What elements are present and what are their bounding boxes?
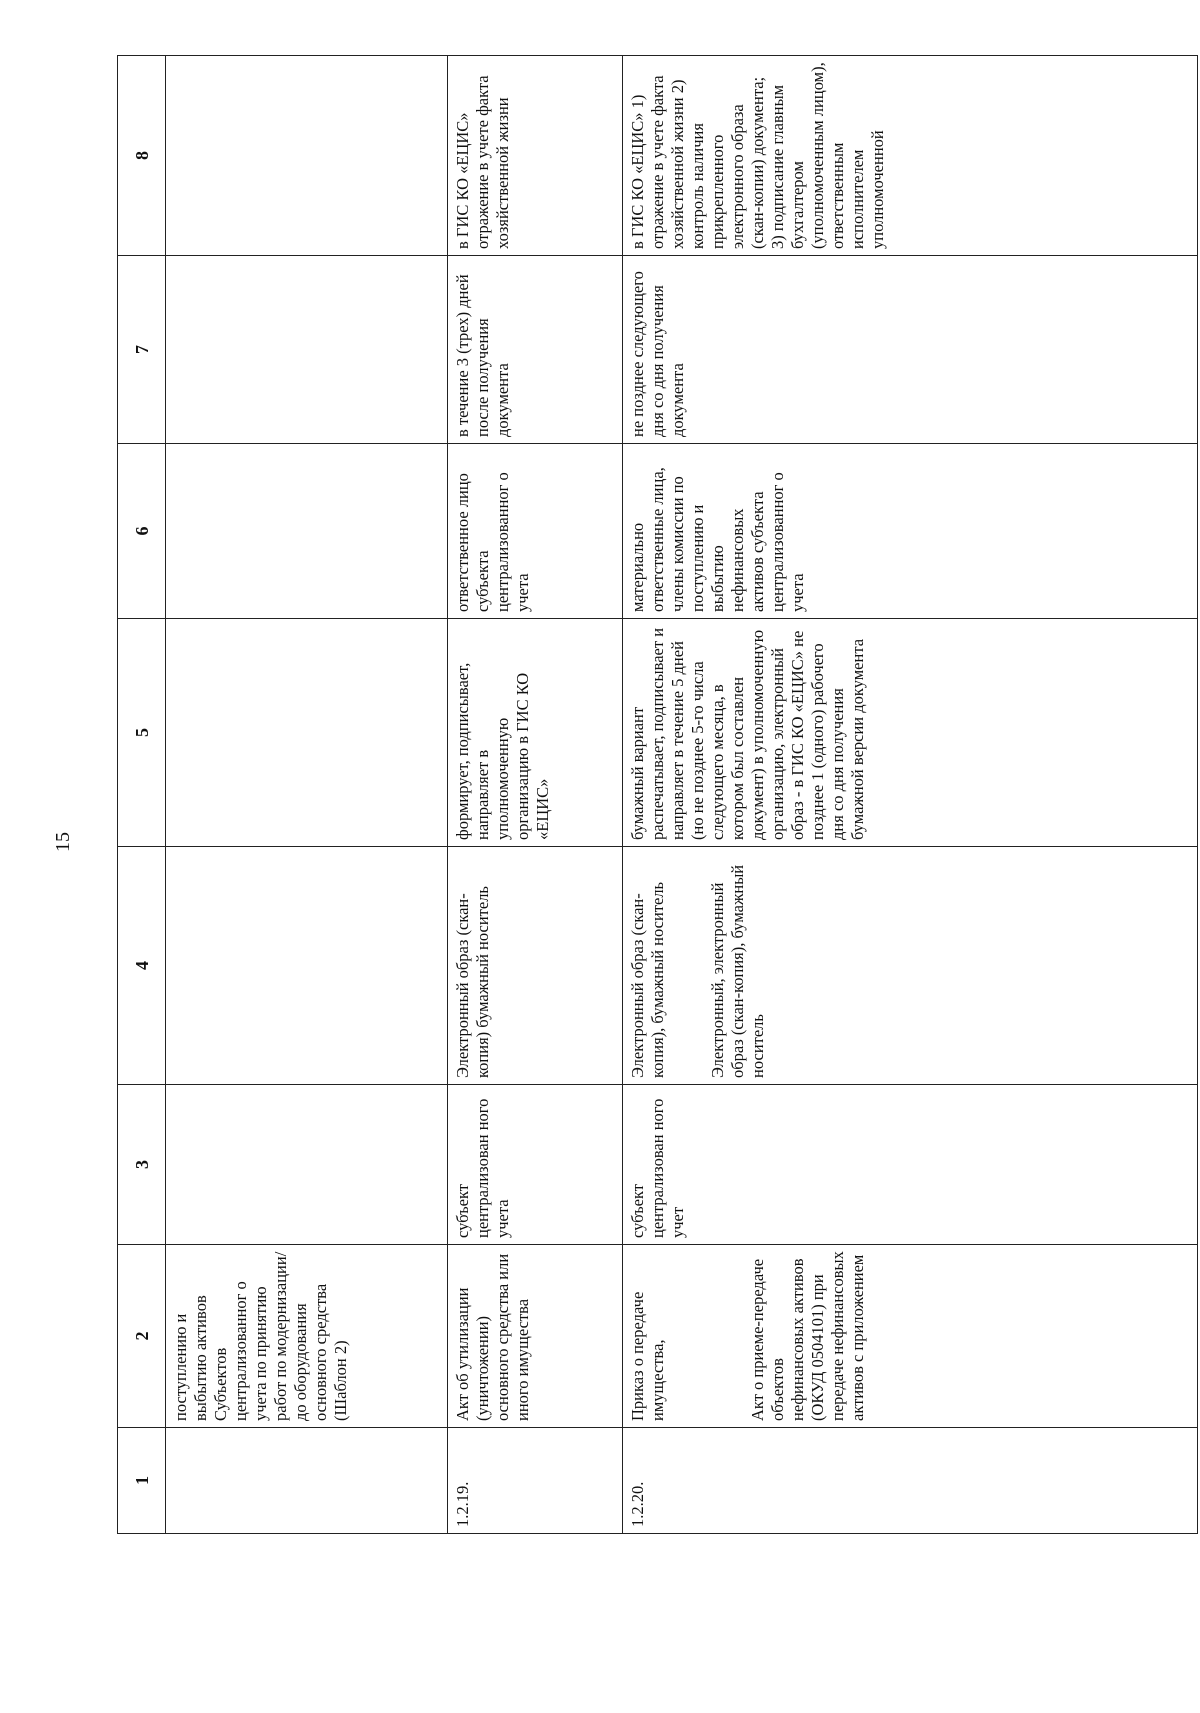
document-table [117, 55, 1198, 1534]
column-header: 2 [118, 1245, 166, 1428]
document-name-text: Акт о приеме-передаче объектов нефинансовых активов (ОКУД 0504101) при передаче нефинансовых активов с приложением [748, 1251, 867, 1421]
column-header: 1 [118, 1428, 166, 1534]
format-text: Электронный, электронный образ (скан-копия), бумажный носитель [708, 864, 767, 1078]
document-name-text: поступлению и выбытию активов Субъектов централизованног о учета по принятию работ по модернизации/до оборудования основного средства (Шаблон 2) [171, 1251, 350, 1421]
page-number: 15 [52, 832, 74, 852]
note-cell: в ГИС КО «ЕЦИС» отражение в учете факта хозяйственной жизни [448, 56, 623, 256]
column-header: 6 [118, 444, 166, 619]
note-cell: в ГИС КО «ЕЦИС» 1) отражение в учете факта хозяйственной жизни 2) контроль наличия прикрепленного электронного образа (скан-копии) документа; 3) подписание главным бухгалтером (уполномоченным лицом), ответственным исполнителем уполномоченной [623, 56, 1198, 256]
table-row [166, 56, 448, 1534]
column-header: 3 [118, 1085, 166, 1245]
column-header: 4 [118, 847, 166, 1085]
column-header: 8 [118, 56, 166, 256]
format-cell [448, 847, 623, 1085]
rotated-table-wrapper [117, 56, 1197, 1534]
document-name [623, 1245, 1198, 1428]
document-name [166, 1245, 448, 1428]
column-header: 7 [118, 256, 166, 444]
subject-cell [166, 1085, 448, 1245]
subject-cell: субъект централизован ного учета [448, 1085, 623, 1245]
term-cell: в течение 3 (трех) дней после получения документа [448, 256, 623, 444]
action-cell: формирует, подписывает, направляет в уполномоченную организацию в ГИС КО «ЕЦИС» [448, 619, 623, 847]
action-cell: бумажный вариант распечатывает, подписывает и направляет в течение 5 дней (но не позднее 5-го числа следующего месяца, в котором был составлен документ) в уполномоченную организацию, электронный образ - в ГИС КО «ЕЦИС» не позднее 1 (одного) рабочего дня со дня получения бумажной версии документа [623, 619, 1198, 847]
header-row [118, 56, 166, 1534]
format-cell [166, 847, 448, 1085]
table-row [623, 56, 1198, 1534]
row-number: 1.2.20. [623, 1428, 1198, 1534]
responsible-cell: ответственное лицо субъекта централизованног о учета [448, 444, 623, 619]
document-name-text: Акт об утилизации (уничтожении) основного средства или иного имущества [453, 1253, 532, 1421]
row-number [166, 1428, 448, 1534]
column-header: 5 [118, 619, 166, 847]
row-number: 1.2.19. [448, 1428, 623, 1534]
term-cell [166, 256, 448, 444]
responsible-cell [166, 444, 448, 619]
table-row [448, 56, 623, 1534]
format-text: Электронный образ (скан-копия) бумажный носитель [453, 886, 492, 1078]
responsible-cell: материально ответственные лица, члены комиссии по поступлению и выбытию нефинансовых активов субъекта централизованног о учета [623, 444, 1198, 619]
document-name-text: Приказ о передаче имущества, [628, 1291, 667, 1421]
format-text: Электронный образ (скан-копия), бумажный носитель [628, 881, 667, 1078]
term-cell: не позднее следующего дня со дня получения документа [623, 256, 1198, 444]
subject-cell: субъект централизован ного учет [623, 1085, 1198, 1245]
document-name [448, 1245, 623, 1428]
format-cell [623, 847, 1198, 1085]
action-cell [166, 619, 448, 847]
note-cell [166, 56, 448, 256]
